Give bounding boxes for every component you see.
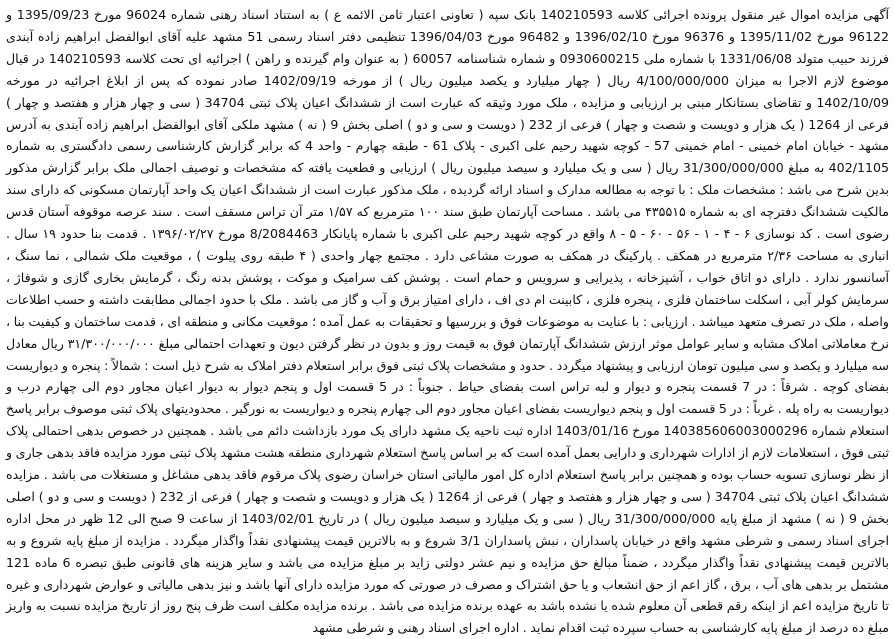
notice-text: آگهی مزایده اموال غیر منقول پرونده اجرائی کلاسه 140210593 بانک سپه ( تعاونی اعتبار ثامن الائمه ع ) به استناد اسناد رهنی شماره 96024 مورخ 1395/09/23 و 96122 مورخ 1395/11/02 و 96376 مورخ 1396/02/10 و 96482 مورخ 1396/04/03 تنظیمی دفتر اسناد رسمی 51 مشهد علیه آقای ابوالفضل ابراهیم زاده آبندی فرزند حبیب متولد 1331/06/08 با شماره ملی 0930600215 و شماره شناسنامه 60057 ( به عنوان وام گیرنده و راهن ) اجرائیه ای تحت کلاسه 140210593 در قبال موضوع لازم الاجرا به میزان 4/100/000/000 ریال ( چهار میلیارد و یکصد میلیون ریال ) از مورخه 1402/09/19 صادر نموده که پس از ابلاغ اجرائیه در مورخه 1402/10/09 و تقاضای بستانکار مبنی بر ارزیابی و مزایده ، ملک مورد وثیقه که عبارت است از ششدانگ اعیان پلاک ثبتی 34704 ( سی و چهار هزار و هفتصد و چهار ) فرعی از 1264 ( یک هزار و دویست و شصت و چهار ) فرعی از 232 ( دویست و سی و دو ) اصلی بخش 9 ( نه ) مشهد ملکی آقای ابوالفضل ابراهیم زاده آبندی به آدرس مشهد - خیابان امام خمینی - امام خمینی 57 - کوچه شهید رحیم علی اکبری - پلاک 61 - طبقه چهارم - واحد 4 که برابر گزارش کارشناسی رسمی دادگستری به شماره 402/1105 به مبلغ 31/300/000/000 ریال ( سی و یک میلیارد و سیصد میلیون ریال ) ارزیابی و قطعیت یافته که مشخصات و توصیف اجمالی ملک برابر گزارش مذکور بدین شرح می باشد : مشخصات ملک : با توجه به مطالعه مدارک و اسناد ارائه گردیده ، ملک مذکور عبارت است از ششدانگ اعیان یک واحد آپارتمان مسکونی که دارای سند مالکیت ششدانگ دفترچه ای به شماره ۴۳۵۵۱۵ می باشد . مساحت آپارتمان طبق سند ۱۰۰ مترمربع که ۱/۵۷ متر آن تراس مسقف است . سند عرصه موقوفه آستان قدس رضوی است . کد نوسازی ۶ - ۴ - ۱ - ۵۶ - ۶۰ - ۵ - ۸ واقع در کوچه شهید رحیم علی اکبری با شماره پایانکار 8/2084463 مورخ ۱۳۹۶/۰۲/۲۷ . قدمت بنا حدود ۱۹ سال . انباری به مساحت ۲/۳۶ مترمربع در همکف . پارکینگ در همکف به صورت مشاعی دارد . مجتمع چهار واحدی ( ۴ طبقه روی پیلوت ) ، موقعیت ملک شمالی ، نما سنگ ، آسانسور ندارد . دارای دو اتاق خواب ، آشپزخانه ، پذیرایی و سرویس و حمام است . پوشش کف سرامیک و موکت ، پوشش بدنه رنگ ، گرمایش بخاری گازی و شوفاژ ، سرمایش کولر آبی ، اسکلت ساختمان فلزی ، پنجره فلزی ، کابینت ام دی اف ، دارای امتیاز برق و آب و گاز می باشد . ملک با حدود اجمالی مطابقت داشته و حسب اطلاعات واصله ، ملک در تصرف متعهد میباشد . ارزیابی : با عنایت به موضوعات فوق و بررسیها و تحقیقات به عمل آمده ؛ موقعیت مکانی و منطقه ای ، قدمت ساختمان و کیفیت بنا ، نرخ معاملاتی املاک مشابه و سایر عوامل موثر ارزش ششدانگ آپارتمان فوق به قیمت روز و بدون در نظر گرفتن دیون و تعهدات احتمالی مبلغ ۳۱/۳۰۰/۰۰۰/۰۰۰ ریال معادل سه میلیارد و یکصد و سی میلیون تومان ارزیابی و پیشنهاد میگردد . حدود و مشخصات پلاک ثبتی فوق برابر استعلام دفتر املاک به شرح ذیل است : شمالاً : پنجره و دیواریست بفضای کوچه . شرقاً : در 7 قسمت پنجره و دیوار و لبه تراس است بفضای حیاط . جنوباً : در 5 قسمت اول و پنجم دیوار به دیوار اعیان مجاور دوم الی چهارم درب و دیواریست به راه پله . غرباً : در 5 قسمت اول و پنجم دیواریست بفضای اعیان مجاور دوم الی چهارم پنجره و دیواریست به نورگیر . محدودیتهای پلاک ثبتی موصوف برابر پاسخ استعلام شماره 140385606003000296 مورخ 1403/01/16 اداره ثبت ناحیه یک مشهد دارای یک مورد بازداشت دائم می باشد . همچنین در خصوص بدهی احتمالی پلاک ثبتی فوق ، استعلامات لازم از ادارات شهرداری و دارایی بعمل آمده است که بر اساس پاسخ استعلام شهرداری منطقه هشت مشهد پلاک ثبتی مورد مزایده فاقد بدهی جاری و از نظر نوسازی تسویه حساب بوده و همچنین برابر پاسخ استعلام اداره کل امور مالیاتی استان خراسان رضوی پلاک مرقوم فاقد بدهی مشاغل و مستغلات می باشد . مزایده ششدانگ اعیان پلاک ثبتی 34704 ( سی و چهار هزار و هفتصد و چهار ) فرعی از 1264 ( یک هزار و دویست و شصت و چهار ) فرعی از 232 ( دویست و سی و دو ) اصلی بخش 9 ( نه ) مشهد از مبلغ پایه 31/300/000/000 ریال ( سی و یک میلیارد و سیصد میلیون ریال ) در تاریخ 1403/02/01 از ساعت 9 صبح الی 12 ظهر در محل اداره اجرای اسناد رسمی و شرطی مشهد واقع در خیابان پاسداران ، نبش پاسداران 3/1 شروع و به بالاترین قیمت پیشنهادی نقداً واگذار میگردد . مزایده از مبلغ پایه شروع و به بالاترین قیمت پیشنهادی نقداً واگذار میگردد ، ضمناً مبالغ حق مزایده و نیم عشر دولتی زاید بر مبلغ مزایده می باشد و سایر هزینه های قانونی طبق تبصره 6 ماده 121 مشتمل بر بدهی های آب ، برق ، گاز اعم از حق انشعاب و یا حق اشتراک و مصرف در صورتی که مورد مزایده دارای آنها باشد و نیز بدهی مالیاتی و عوارض شهرداری و غیره تا تاریخ مزایده اعم از اینکه رقم قطعی آن معلوم شده یا نشده باشد به عهده برنده مزایده می باشد . برنده مزایده مکلف است ظرف پنج روز از تاریخ مزایده نسبت به واریز مبلغ ده درصد از مبلغ پایه کارشناسی به حساب سپرده ثبت اقدام نماید . اداره اجرای اسناد رهنی و شرطی مشهد (6, 7, 890, 636)
